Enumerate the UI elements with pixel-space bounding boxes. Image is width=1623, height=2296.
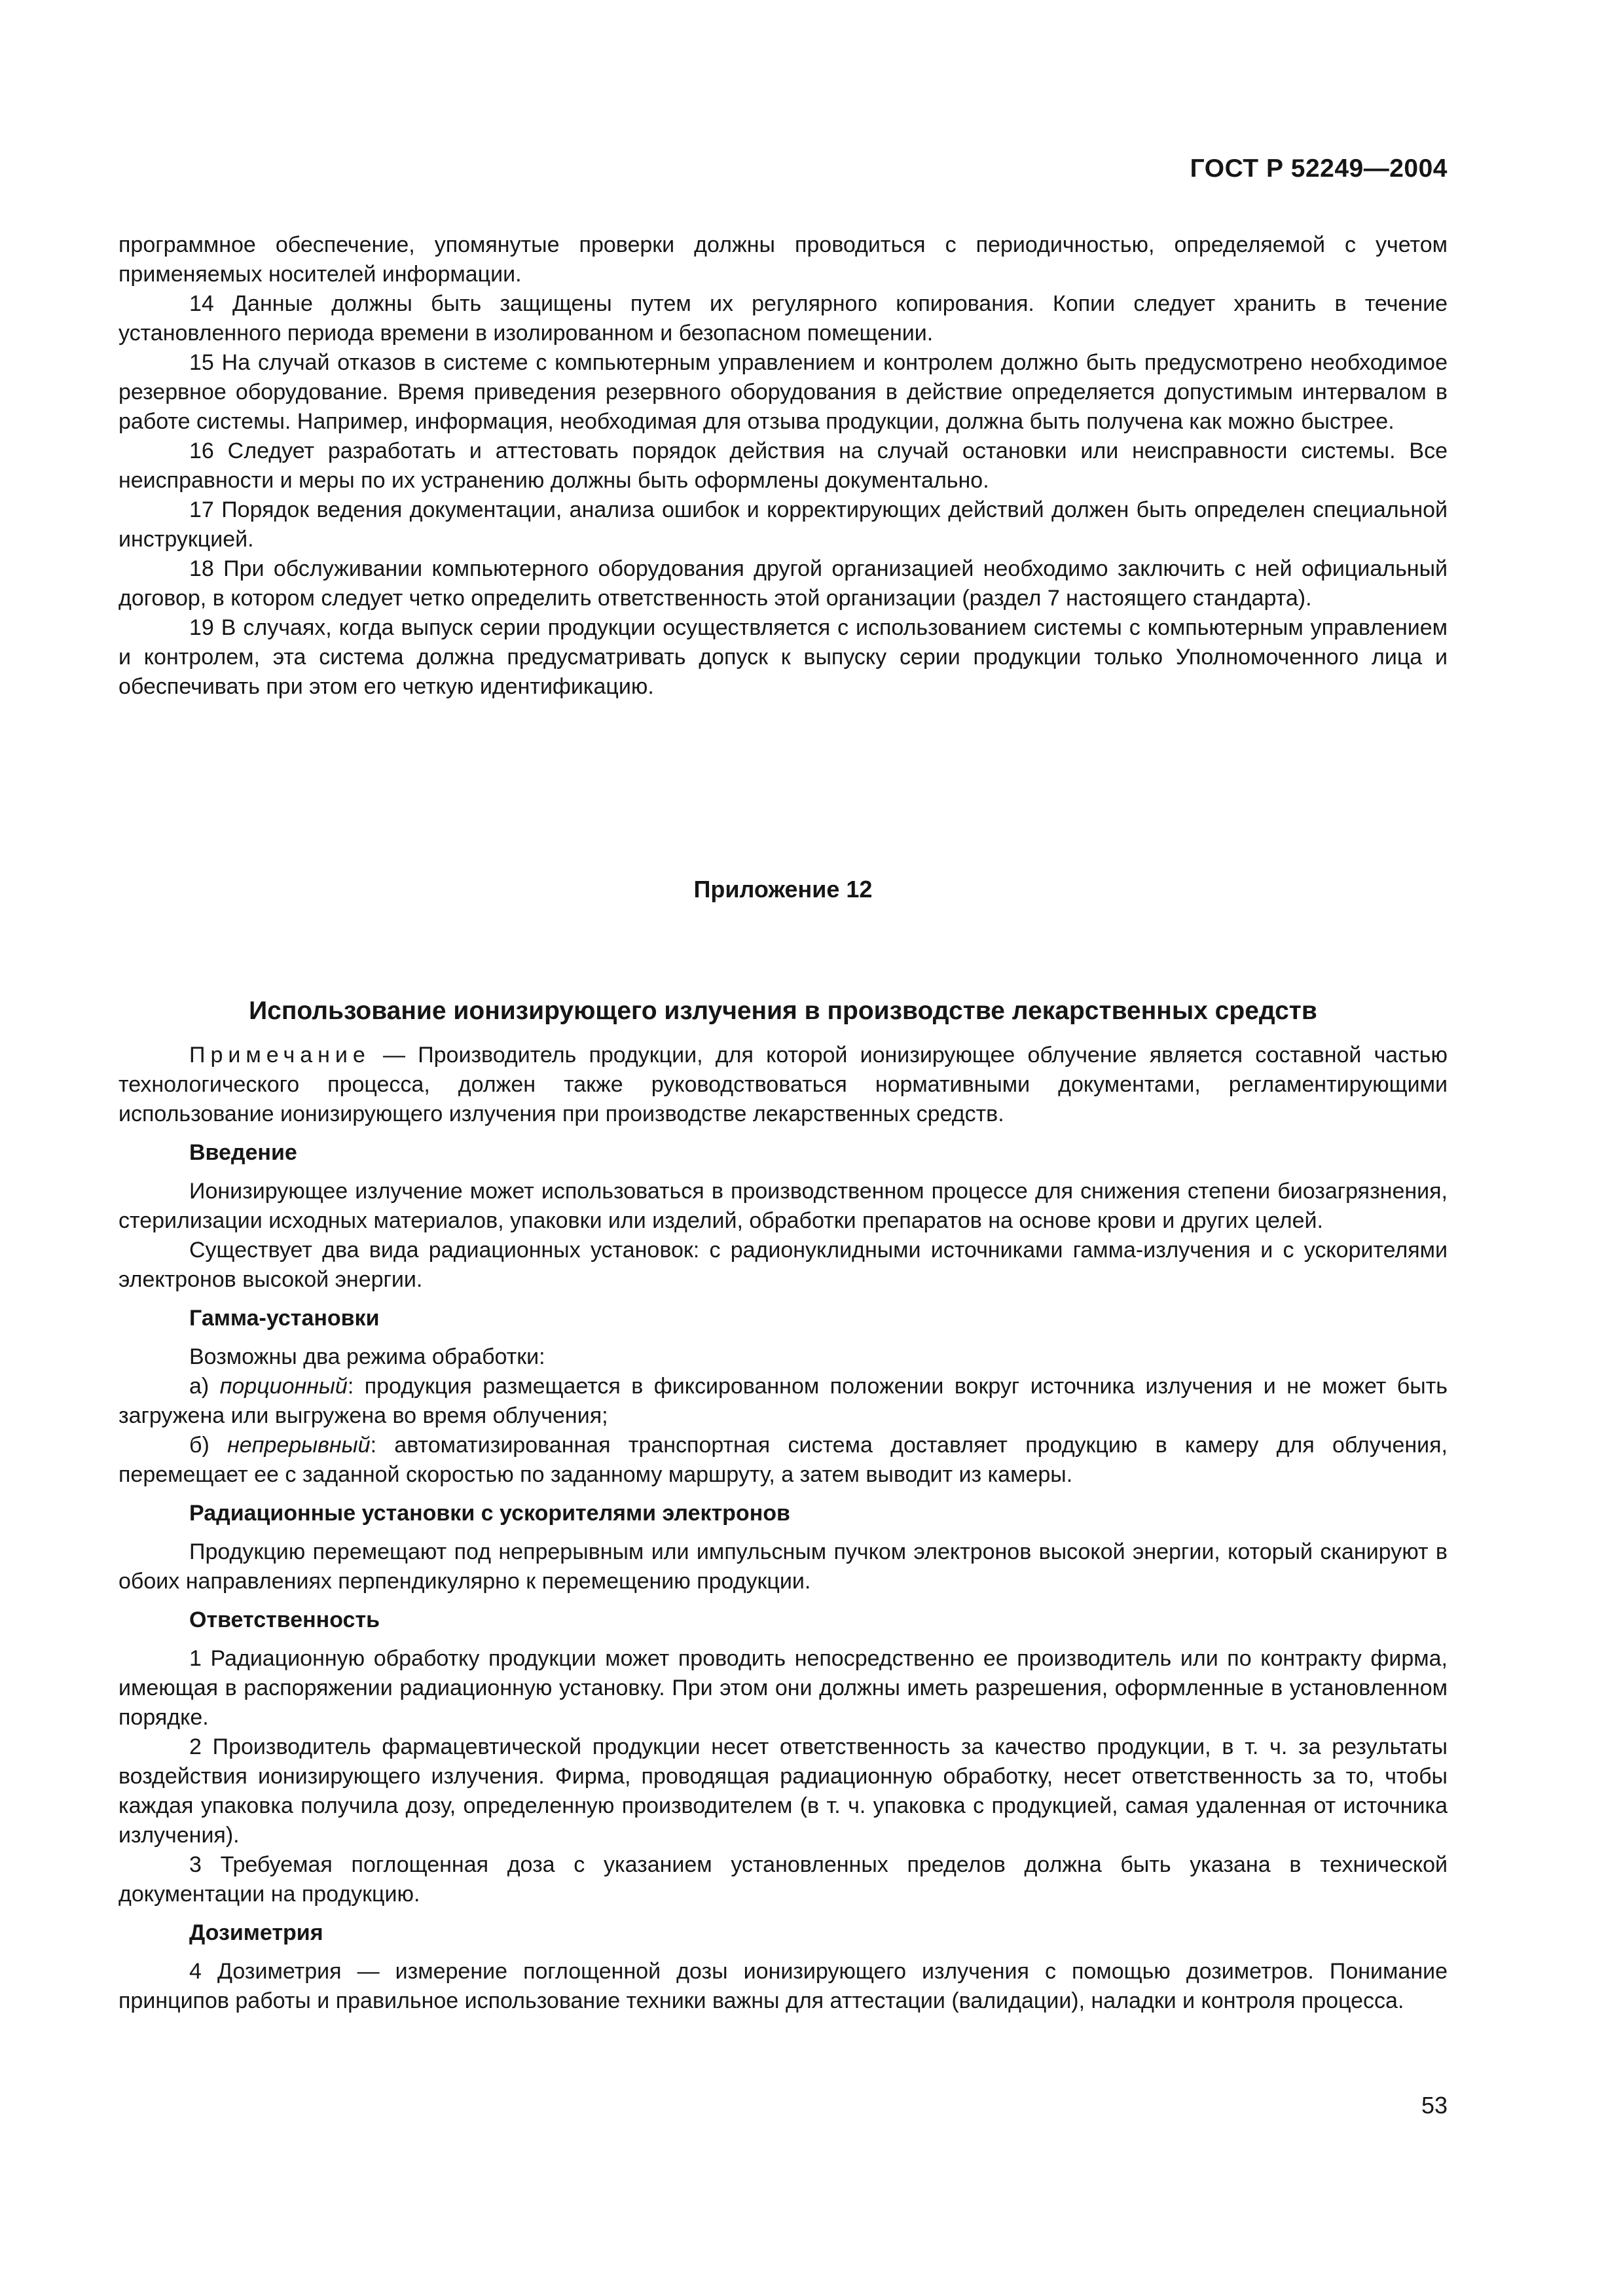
paragraph-18: 18 При обслуживании компьютерного оборудования другой организацией необходимо заключить с ней официальный договор, в котором следует четко определить ответственность этой организации (раздел 7 настоящего стандарта). (119, 556, 1448, 611)
responsibility-paragraph-2: 2 Производитель фармацевтической продукции несет ответственность за качество продукции, в т. ч. за результаты воздействия ионизирующего излучения. Фирма, проводящая радиационную обработку, несет ответственность за то, чтобы каждая упаковка получила дозу, определенную производителем (в т. ч. упаковка с продукцией, самая удаленная от источника излучения). (119, 1734, 1448, 1848)
intro-paragraph-1: Ионизирующее излучение может использоваться в производственном процессе для снижения степени биозагрязнения, стерилизации исходных материалов, упаковки или изделий, обработки препаратов на основе крови и других целей. (119, 1179, 1448, 1233)
dosimetry-paragraph-1: 4 Дозиметрия — измерение поглощенной дозы ионизирующего излучения с помощью дозиметров. Понимание принципов работы и правильное использование техники важны для аттестации (валидации), наладки и контроля процесса. (119, 1959, 1448, 2013)
annex-body (119, 1041, 1448, 2016)
continuation-section (119, 230, 1448, 702)
note-paragraph (119, 1041, 1448, 1129)
heading-gamma: Гамма-установки (189, 1306, 380, 1331)
paragraph-16: 16 Следует разработать и аттестовать порядок действия на случай остановки или неисправности системы. Все неисправности и меры по их устранению должны быть оформлены документально. (119, 439, 1448, 493)
heading-responsibility: Ответственность (189, 1607, 380, 1632)
paragraph-19: 19 В случаях, когда выпуск серии продукции осуществляется с использованием системы с компьютерным управлением и контролем, эта система должна предусматривать допуск к выпуску серии продукции только Уполномоченного лица и обеспечивать при этом его четкую идентификацию. (119, 615, 1448, 699)
intro-paragraph-2: Существует два вида радиационных установок: с радионуклидными источниками гамма-излучения и с ускорителями электронов высокой энергии. (119, 1238, 1448, 1292)
gamma-item-b-prefix: б) (189, 1433, 228, 1458)
paragraph-17: 17 Порядок ведения документации, анализа ошибок и корректирующих действий должен быть определен специальной инструкцией. (119, 497, 1448, 552)
gamma-item-b (119, 1431, 1448, 1490)
note-label: Примечание (189, 1043, 371, 1067)
responsibility-paragraph-3: 3 Требуемая поглощенная доза с указанием установленных пределов должна быть указана в технической документации на продукцию. (119, 1852, 1448, 1907)
document-code-header: ГОСТ Р 52249—2004 (1190, 154, 1448, 183)
paragraph-15: 15 На случай отказов в системе с компьютерным управлением и контролем должно быть предусмотрено необходимое резервное оборудование. Время приведения резервного оборудования в действие определяется допустимым интервалом в работе системы. Например, информация, необходимая для отзыва продукции, должна быть получена как можно быстрее. (119, 350, 1448, 434)
electron-paragraph-1: Продукцию перемещают под непрерывным или импульсным пучком электронов высокой энергии, который сканируют в обоих направлениях перпендикулярно к перемещению продукции. (119, 1539, 1448, 1594)
responsibility-paragraph-1: 1 Радиационную обработку продукции может проводить непосредственно ее производитель или по контракту фирма, имеющая в распоряжении радиационную установку. При этом они должны иметь разрешения, оформленные в установленном порядке. (119, 1646, 1448, 1730)
gamma-item-a (119, 1372, 1448, 1431)
page-number: 53 (1421, 2092, 1448, 2119)
gamma-item-a-term: порционный (219, 1374, 348, 1399)
gamma-item-b-term: непрерывный (227, 1433, 371, 1458)
paragraph-14: 14 Данные должны быть защищены путем их регулярного копирования. Копии следует хранить в течение установленного периода времени в изолированном и безопасном помещении. (119, 291, 1448, 346)
heading-intro: Введение (189, 1140, 297, 1165)
gamma-paragraph-1: Возможны два режима обработки: (189, 1344, 545, 1369)
annex-label: Приложение 12 (693, 876, 873, 903)
annex-title: Использование ионизирующего излучения в производстве лекарственных средств (249, 997, 1317, 1025)
heading-dosimetry: Дозиметрия (189, 1920, 323, 1945)
note-text: — Производитель продукции, для которой ионизирующее облучение является составной частью технологического процесса, должен также руководствоваться нормативными документами, регламентирующими использование ионизирующего излучения при производстве лекарственных средств. (119, 1043, 1448, 1126)
gamma-item-a-text: : продукция размещается в фиксированном положении вокруг источника излучения и не может быть загружена или выгружена во время облучения; (119, 1374, 1448, 1428)
gamma-item-a-prefix: а) (189, 1374, 220, 1399)
gamma-item-b-text: : автоматизированная транспортная система доставляет продукцию в камеру для облучения, перемещает ее с заданной скоростью по заданному маршруту, а затем выводит из камеры. (119, 1433, 1448, 1487)
heading-electron: Радиационные установки с ускорителями электронов (189, 1501, 790, 1526)
paragraph-continuation: программное обеспечение, упомянутые проверки должны проводиться с периодичностью, определяемой с учетом применяемых носителей информации. (119, 232, 1448, 287)
